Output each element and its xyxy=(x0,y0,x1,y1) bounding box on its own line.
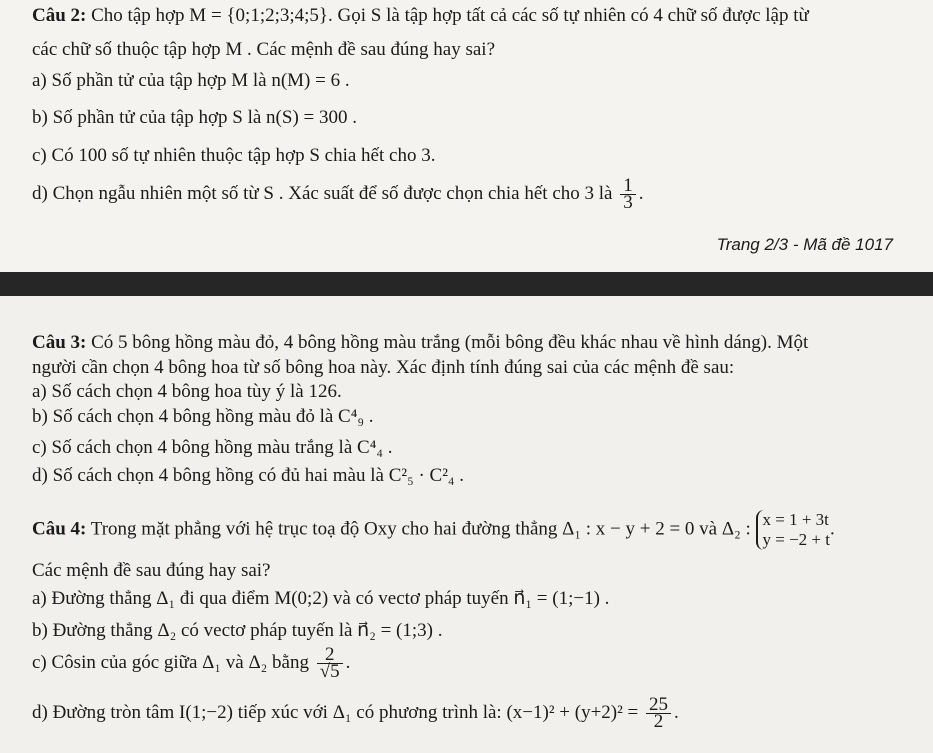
q4-system-line-2: y = −2 + t xyxy=(762,530,830,549)
q4-radius-fraction-den: 2 xyxy=(653,711,664,732)
page-footer: Trang 2/3 - Mã đề 1017 xyxy=(716,235,893,254)
q2-intro-1: Cho tập hợp M = {0;1;2;3;4;5}. Gọi S là tập hợp tất cả các số tự nhiên có 4 chữ số được lập từ xyxy=(91,5,809,26)
q2-option-d-text: d) Chọn ngẫu nhiên một số từ S . Xác suất để số được chọn chia hết cho 3 là xyxy=(32,182,613,204)
q4-intro-1: Trong mặt phẳng với hệ trục toạ độ Oxy cho hai đường thẳng Δ₁ : x − y + 2 = 0 và Δ₂ : xyxy=(90,518,751,540)
q2-intro-line-1 xyxy=(32,5,809,27)
q3-option-c: c) Số cách chọn 4 bông hồng màu trắng là C⁴₄ . xyxy=(32,437,393,458)
q4-option-a: a) Đường thẳng Δ₁ đi qua điểm M(0;2) và có vectơ pháp tuyến n⃗₁ = (1;−1) . xyxy=(32,588,610,609)
q4-cos-fraction xyxy=(317,644,343,682)
q4-system-end: . xyxy=(830,518,835,540)
q2-title: Câu 2: xyxy=(32,5,87,26)
q4-intro-2: Các mệnh đề sau đúng hay sai? xyxy=(32,560,271,581)
q4-radius-fraction xyxy=(646,694,671,732)
q4-option-d xyxy=(32,694,679,732)
q3-option-a: a) Số cách chọn 4 bông hoa tùy ý là 126. xyxy=(32,381,342,402)
q4-option-c-end: . xyxy=(345,651,351,673)
q4-cos-fraction-den: √5 xyxy=(319,661,340,682)
q2-option-c: c) Có 100 số tự nhiên thuộc tập hợp S chia hết cho 3. xyxy=(32,145,436,166)
q2-intro-2: các chữ số thuộc tập hợp M . Các mệnh đề sau đúng hay sai? xyxy=(32,39,496,60)
q4-option-b: b) Đường thẳng Δ₂ có vectơ pháp tuyến là n⃗₂ = (1;3) . xyxy=(32,620,443,641)
q2-option-b: b) Số phần tử của tập hợp S là n(S) = 300 . xyxy=(32,107,357,128)
q3-option-b: b) Số cách chọn 4 bông hồng màu đỏ là C⁴₉ . xyxy=(32,406,374,427)
q4-title: Câu 4: xyxy=(32,518,87,540)
q2-option-d xyxy=(32,175,644,213)
q2-option-d-end: . xyxy=(638,182,644,204)
q4-option-c xyxy=(32,644,351,682)
q2-fraction-den: 3 xyxy=(623,192,633,213)
q4-intro-line-1 xyxy=(32,510,835,550)
q4-equation-system xyxy=(756,510,831,550)
page-divider xyxy=(0,272,933,296)
q4-option-d-text: d) Đường tròn tâm I(1;−2) tiếp xúc với Δ₁ có phương trình là: (x−1)² + (y+2)² = xyxy=(32,701,639,723)
q3-title: Câu 3: xyxy=(32,332,87,353)
q3-intro-1: Có 5 bông hồng màu đỏ, 4 bông hồng màu trắng (mỗi bông đều khác nhau về hình dáng). Một xyxy=(91,332,809,353)
q4-option-d-end: . xyxy=(674,701,679,723)
q2-option-a: a) Số phần tử của tập hợp M là n(M) = 6 . xyxy=(32,70,350,91)
q4-system-line-1: x = 1 + 3t xyxy=(762,510,829,529)
q4-cos-fraction-num: 2 xyxy=(317,647,343,664)
q4-option-c-text: c) Côsin của góc giữa Δ₁ và Δ₂ bằng xyxy=(32,651,309,673)
q2-fraction xyxy=(620,175,636,213)
q2-fraction-num: 1 xyxy=(620,178,636,195)
q3-intro-line-1 xyxy=(32,332,808,354)
q3-option-d: d) Số cách chọn 4 bông hồng có đủ hai màu là C²₅ · C²₄ . xyxy=(32,465,465,486)
q3-intro-2: người cần chọn 4 bông hoa từ số bông hoa này. Xác định tính đúng sai của các mệnh đề sau: xyxy=(32,357,735,378)
q4-radius-fraction-num: 25 xyxy=(646,697,671,714)
